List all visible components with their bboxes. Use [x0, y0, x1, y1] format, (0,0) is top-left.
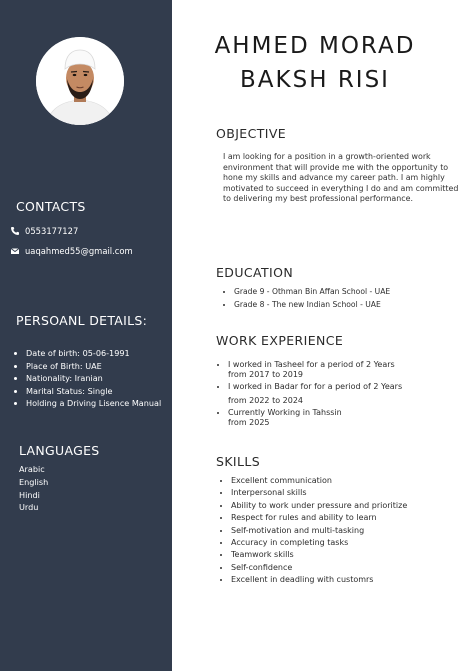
work-item: [228, 408, 402, 428]
work-item-title: • I worked in Badar for for a period of 2 Years: [228, 381, 403, 391]
work-item: [228, 360, 402, 380]
language-item: Hindi: [19, 489, 40, 500]
skill-item: • Teamwork skills: [231, 549, 407, 561]
email-contact: [10, 246, 133, 256]
contacts-heading: CONTACTS: [16, 199, 86, 214]
phone-icon: [10, 226, 20, 236]
work-experience-list: [216, 360, 402, 430]
languages-heading: LANGUAGES: [19, 443, 100, 458]
work-item-title: • Currently Working in Tahssin: [228, 408, 342, 418]
skill-item: • Self-motivation and multi-tasking: [231, 525, 407, 537]
profile-photo: [36, 37, 124, 125]
skill-item: • Excellent communication: [231, 475, 407, 487]
personal-detail-item: • Nationality: Iranian: [26, 372, 161, 385]
skills-list: [220, 475, 407, 587]
language-item: Urdu: [19, 502, 39, 513]
language-item: English: [19, 476, 49, 487]
objective-heading: OBJECTIVE: [216, 126, 287, 141]
phone-contact: [10, 226, 78, 236]
personal-details-list: [14, 347, 161, 410]
skill-item: • Interpersonal skills: [231, 487, 407, 499]
email-icon: [10, 246, 20, 256]
skill-item: • Self-confidence: [231, 562, 407, 574]
work-experience-heading: WORK EXPERIENCE: [216, 333, 344, 348]
skill-item: • Respect for rules and ability to learn: [231, 512, 407, 524]
personal-detail-item: • Place of Birth: UAE: [26, 360, 161, 373]
objective-text: I am looking for a position in a growth-oriented work environment that will provide me with the opportunity to hone my skills and advance my career path. I am highly motivated to succeed in everything I do and am committed to delivering my best professional performance.: [223, 152, 459, 204]
education-item: • Grade 8 - The new Indian School - UAE: [234, 299, 390, 312]
skill-item: • Accuracy in completing tasks: [231, 537, 407, 549]
skill-item: • Excellent in deadling with customrs: [231, 574, 407, 586]
sidebar: [0, 0, 172, 671]
work-item-dates: from 2017 to 2019: [228, 369, 303, 379]
work-item-dates: from 2025: [228, 417, 270, 427]
email-address[interactable]: uaqahmed55@gmail.com: [25, 246, 133, 256]
personal-detail-item: • Marital Status: Single: [26, 385, 161, 398]
phone-number[interactable]: 0553177127: [25, 226, 79, 236]
work-item-dates: from 2022 to 2024: [228, 396, 303, 406]
language-item: Arabic: [19, 464, 45, 474]
personal-detail-item: • Holding a Driving Lisence Manual: [26, 397, 161, 410]
work-item-title: • I worked in Tasheel for a period of 2 Years: [228, 360, 395, 369]
skills-heading: SKILLS: [216, 454, 261, 469]
name-line-2: BAKSH RISI: [240, 67, 390, 93]
education-heading: EDUCATION: [216, 265, 294, 280]
personal-detail-item: • Date of birth: 05-06-1991: [26, 347, 161, 360]
work-item: [228, 382, 402, 407]
personal-details-heading: PERSOANL DETAILS:: [16, 313, 148, 328]
education-list: [222, 286, 390, 311]
name-line-1: AHMED MORAD: [214, 33, 416, 59]
education-item: • Grade 9 - Othman Bin Affan School - UAE: [234, 286, 390, 299]
languages-list: [19, 463, 48, 514]
skill-item: • Ability to work under pressure and prioritize: [231, 500, 407, 512]
